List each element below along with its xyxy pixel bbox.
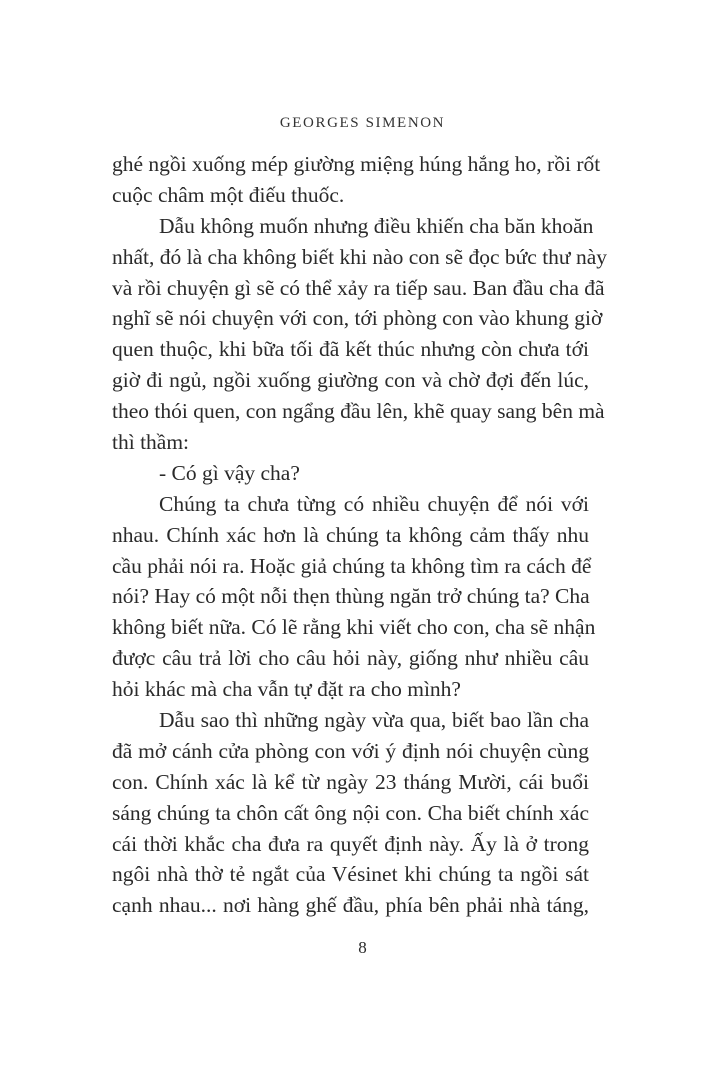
text-line: được câu trả lời cho câu hỏi này, giống như nhiều câu xyxy=(112,646,589,671)
text-line: và rồi chuyện gì sẽ có thể xảy ra tiếp sau. Ban đầu cha đã xyxy=(112,275,605,300)
paragraph xyxy=(112,458,589,489)
text-line: theo thói quen, con ngẩng đầu lên, khẽ quay sang bên mà xyxy=(112,399,605,424)
text-line: cái thời khắc cha đưa ra quyết định này. Ấy là ở trong xyxy=(112,831,589,856)
running-header: GEORGES SIMENON xyxy=(279,115,446,131)
text-line: con. Chính xác là kể từ ngày 23 tháng Mười, cái buổi xyxy=(112,769,589,794)
text-line: sáng chúng ta chôn cất ông nội con. Cha biết chính xác xyxy=(112,800,589,825)
text-line: nói? Hay có một nỗi thẹn thùng ngăn trở chúng ta? Cha xyxy=(112,584,590,609)
text-line: ngôi nhà thờ tẻ ngắt của Vésinet khi chúng ta ngồi sát xyxy=(112,862,589,887)
text-line: Chúng ta chưa từng có nhiều chuyện để nói với xyxy=(159,491,589,516)
text-line: đã mở cánh cửa phòng con với ý định nói chuyện cùng xyxy=(112,738,589,763)
text-line: thì thầm: xyxy=(112,430,190,455)
text-line: quen thuộc, khi bữa tối đã kết thúc nhưng còn chưa tới xyxy=(112,337,589,362)
text-line: nhất, đó là cha không biết khi nào con sẽ đọc bức thư này xyxy=(112,244,607,269)
text-line: giờ đi ngủ, ngồi xuống giường con và chờ đợi đến lúc, xyxy=(112,368,589,393)
paragraph xyxy=(112,489,596,705)
text-line: cuộc châm một điếu thuốc. xyxy=(112,182,345,207)
paragraph xyxy=(112,211,607,458)
text-line: Dẫu sao thì những ngày vừa qua, biết bao lần cha xyxy=(159,708,589,733)
text-line: nhau. Chính xác hơn là chúng ta không cảm thấy nhu xyxy=(112,522,589,547)
text-line: Dẫu không muốn nhưng điều khiến cha băn khoăn xyxy=(159,213,594,238)
text-line: - Có gì vậy cha? xyxy=(159,460,300,485)
text-line: không biết nữa. Có lẽ rằng khi viết cho con, cha sẽ nhận xyxy=(112,615,596,640)
text-line: ghé ngồi xuống mép giường miệng húng hắng ho, rồi rốt xyxy=(112,152,601,176)
text-line: hỏi khác mà cha vẫn tự đặt ra cho mình? xyxy=(112,677,461,702)
body-text xyxy=(112,149,607,921)
paragraph xyxy=(112,705,589,921)
paragraph xyxy=(112,149,601,211)
page-number: 8 xyxy=(358,938,367,957)
text-line: cạnh nhau... nơi hàng ghế đầu, phía bên phải nhà táng, xyxy=(112,893,589,918)
text-line: nghĩ sẽ nói chuyện với con, tới phòng con vào khung giờ xyxy=(112,306,603,331)
text-line: cầu phải nói ra. Hoặc giả chúng ta không tìm ra cách để xyxy=(112,553,592,578)
